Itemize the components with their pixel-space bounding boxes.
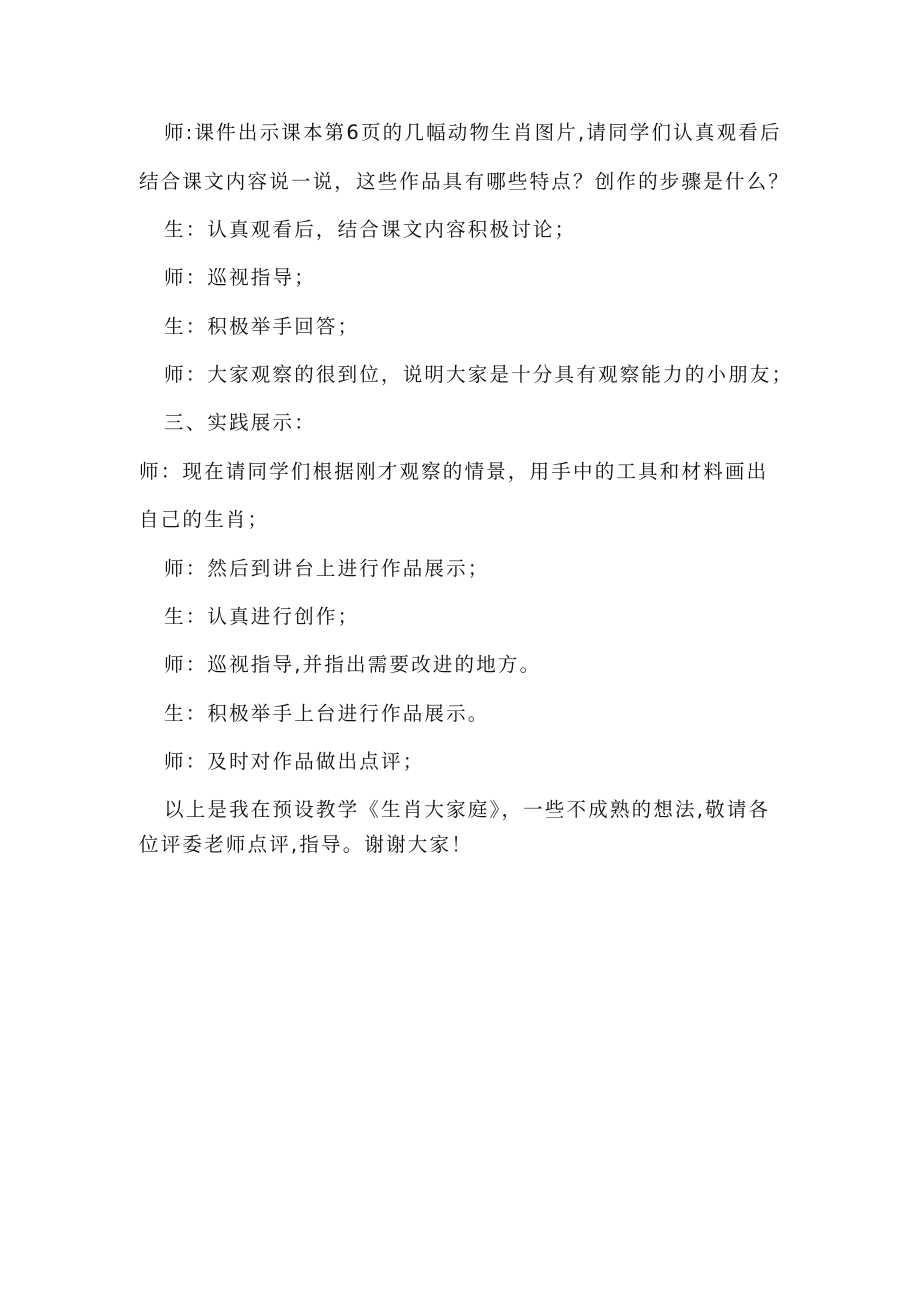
paragraph-5: 师：大家观察的很到位，说明大家是十分具有观察能力的小朋友； [164,363,794,386]
paragraph-2: 生：认真观看后，结合课文内容积极讨论； [164,218,577,241]
paragraph-7-line-1: 师：现在请同学们根据刚才观察的情景，用手中的工具和材料画出 [139,460,769,483]
paragraph-3: 师：巡视指导； [164,266,316,289]
paragraph-8: 师：然后到讲台上进行作品展示； [164,557,490,580]
paragraph-4: 生：积极举手回答； [164,315,360,338]
paragraph-9: 生：认真进行创作； [164,605,360,628]
paragraph-1-line-2: 结合课文内容说一说，这些作品具有哪些特点？创作的步骤是什么？ [139,170,791,193]
closing-line-1: 以上是我在预设教学《生肖大家庭》，一些不成熟的想法,敬请各 [164,798,771,821]
paragraph-12: 师：及时对作品做出点评； [164,750,425,773]
closing-line-2: 位评委老师点评,指导。谢谢大家！ [139,833,473,856]
paragraph-10: 师：巡视指导,并指出需要改进的地方。 [164,653,542,676]
paragraph-11: 生：积极举手上台进行作品展示。 [164,702,490,725]
paragraph-1-line-1: 师:课件出示课本第6页的几幅动物生肖图片,请同学们认真观看后 [164,121,782,144]
paragraph-7-line-2: 自己的生肖； [139,508,270,531]
section-heading: 三、实践展示： [164,411,316,434]
